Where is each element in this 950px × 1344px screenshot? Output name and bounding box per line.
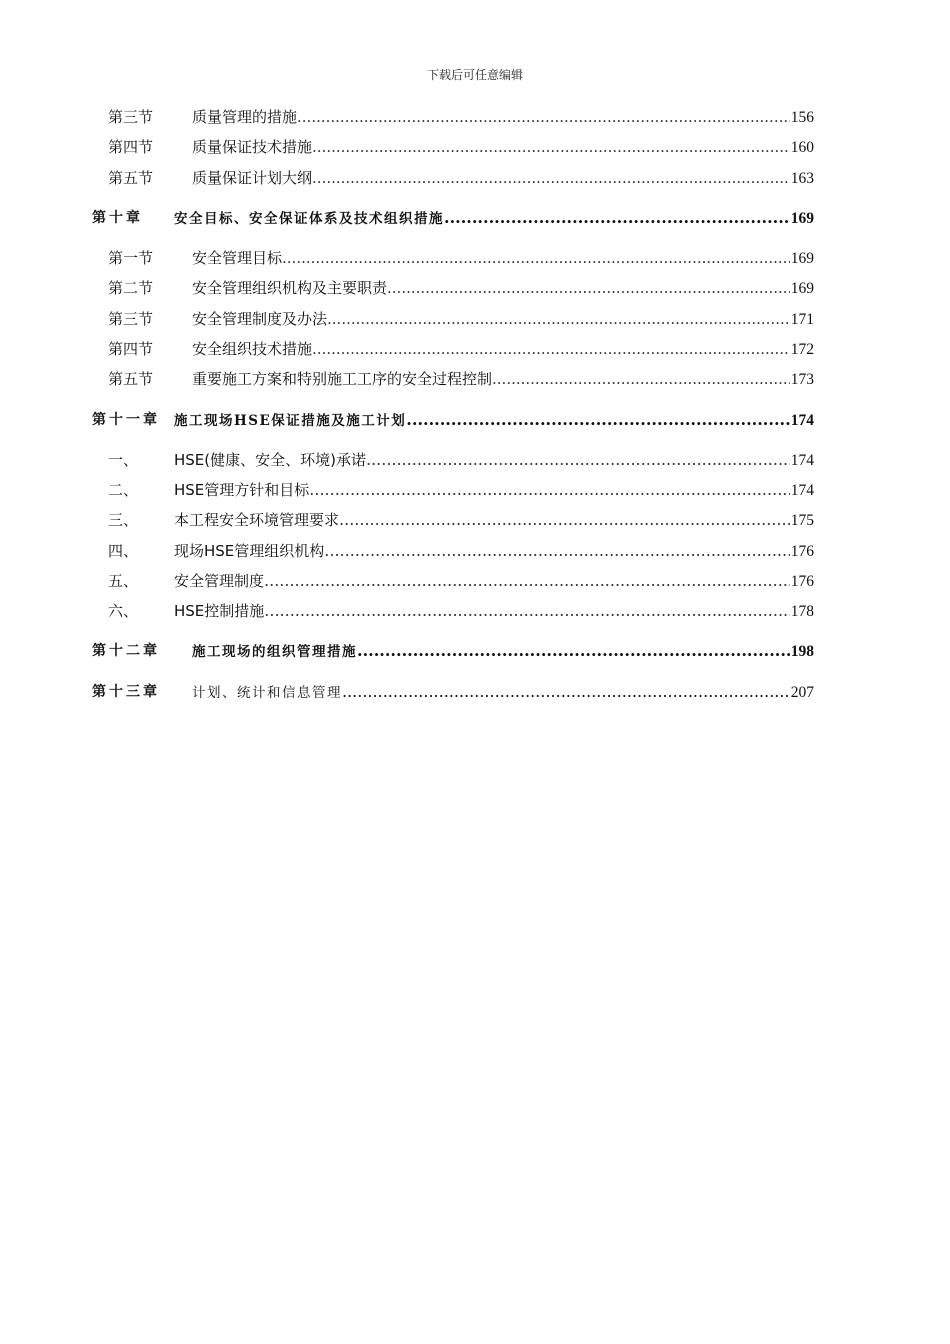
toc-entry-title: 本工程安全环境管理要求 <box>174 511 340 529</box>
dot-leader <box>406 409 789 431</box>
dot-leader <box>282 247 790 269</box>
toc-entry[interactable] <box>0 106 950 128</box>
toc-entry-line <box>174 600 814 623</box>
toc-entry-title: 安全管理制度 <box>174 572 265 590</box>
toc-entry-number: 第一节 <box>108 249 154 267</box>
toc-entry-line <box>174 479 814 502</box>
toc-entry-page-number: 173 <box>790 371 814 388</box>
toc-entry-page-number: 207 <box>790 684 814 701</box>
toc-entry[interactable] <box>0 449 950 471</box>
dot-leader <box>327 308 790 330</box>
toc-entry-title: HSE(健康、安全、环境)承诺 <box>174 451 366 469</box>
toc-entry-page-number: 156 <box>790 109 814 126</box>
toc-entry-line <box>174 509 814 532</box>
toc-entry-line <box>192 247 814 270</box>
toc-entry-number: 第五节 <box>108 370 154 388</box>
toc-entry[interactable] <box>0 570 950 592</box>
toc-entry-line <box>192 681 814 704</box>
toc-entry-number: 第十二章 <box>92 643 160 659</box>
toc-entry[interactable] <box>0 167 950 189</box>
dot-leader <box>309 479 789 501</box>
toc-entry-number: 第二节 <box>108 279 154 297</box>
dot-leader <box>492 368 790 390</box>
toc-entry-title: 质量管理的措施 <box>192 108 298 126</box>
toc-entry-page-number: 171 <box>790 311 814 328</box>
toc-entry-page-number: 198 <box>790 643 814 660</box>
dot-leader <box>339 509 790 531</box>
toc-entry-number: 二、 <box>108 481 139 499</box>
toc-entry-number: 第三节 <box>108 108 154 126</box>
toc-entry[interactable] <box>0 540 950 562</box>
toc-entry-line <box>174 449 814 472</box>
dot-leader <box>312 136 790 158</box>
toc-entry-line <box>192 338 814 361</box>
toc-entry-line <box>174 570 814 593</box>
toc-entry[interactable] <box>0 681 950 703</box>
toc-entry-title: 安全管理目标 <box>192 249 283 267</box>
toc-entry-title: 安全目标、安全保证体系及技术组织措施 <box>174 211 444 227</box>
toc-entry-number: 第十三章 <box>92 684 160 700</box>
toc-entry[interactable] <box>0 509 950 531</box>
toc-entry[interactable] <box>0 308 950 330</box>
toc-entry-number: 第十章 <box>92 210 143 226</box>
toc-entry-line <box>192 167 814 190</box>
toc-entry-page-number: 169 <box>790 250 814 267</box>
toc-entry[interactable] <box>0 368 950 390</box>
toc-entry-line <box>174 540 814 563</box>
toc-entry-title: HSE控制措施 <box>174 602 265 620</box>
toc-entry-page-number: 169 <box>790 210 814 227</box>
toc-entry-number: 第四节 <box>108 340 154 358</box>
toc-entry-number: 第十一章 <box>92 412 160 428</box>
dot-leader <box>357 640 790 662</box>
toc-entry-number: 第四节 <box>108 138 154 156</box>
toc-entry-line <box>192 277 814 300</box>
toc-entry-title: 重要施工方案和特别施工工序的安全过程控制 <box>192 370 493 388</box>
toc-entry-number: 四、 <box>108 542 139 560</box>
toc-entry-title: 安全管理组织机构及主要职责 <box>192 279 388 297</box>
toc-entry-page-number: 174 <box>790 452 814 469</box>
toc-entry-number: 六、 <box>108 602 139 620</box>
toc-entry-number: 三、 <box>108 511 139 529</box>
toc-entry-line <box>192 640 814 663</box>
dot-leader <box>324 540 789 562</box>
page-header: 下载后可任意编辑 <box>426 68 523 82</box>
toc-entry[interactable] <box>0 338 950 360</box>
toc-entry-title: 质量保证技术措施 <box>192 138 313 156</box>
toc-entry-page-number: 163 <box>790 170 814 187</box>
dot-leader <box>342 681 790 703</box>
toc-entry-page-number: 174 <box>790 482 814 499</box>
toc-entry[interactable] <box>0 600 950 622</box>
toc-entry[interactable] <box>0 409 950 431</box>
toc-entry-number: 第三节 <box>108 310 154 328</box>
dot-leader <box>312 338 790 360</box>
toc-entry-title: HSE管理方针和目标 <box>174 481 310 499</box>
toc-entry[interactable] <box>0 247 950 269</box>
toc-entry-page-number: 176 <box>790 573 814 590</box>
toc-entry-line <box>192 106 814 129</box>
dot-leader <box>264 600 789 622</box>
toc-entry[interactable] <box>0 479 950 501</box>
toc-entry-title: 质量保证计划大纲 <box>192 169 313 187</box>
dot-leader <box>297 106 790 128</box>
dot-leader <box>312 167 790 189</box>
toc-entry-line <box>192 368 814 391</box>
toc-entry-title: 计划、统计和信息管理 <box>192 685 342 701</box>
toc-entry-page-number: 178 <box>790 603 814 620</box>
dot-leader <box>366 449 790 471</box>
toc-entry-number: 第五节 <box>108 169 154 187</box>
toc-entry-title: 安全管理制度及办法 <box>192 310 328 328</box>
toc-entry-page-number: 176 <box>790 543 814 560</box>
toc-entry-number: 一、 <box>108 451 139 469</box>
dot-leader <box>387 277 790 299</box>
toc-entry[interactable] <box>0 640 950 662</box>
toc-entry-page-number: 160 <box>790 139 814 156</box>
toc-entry-page-number: 174 <box>790 412 814 429</box>
dot-leader <box>444 207 790 229</box>
dot-leader <box>264 570 790 592</box>
toc-entry-title: 安全组织技术措施 <box>192 340 313 358</box>
toc-entry-title: 施工现场HSE保证措施及施工计划 <box>174 413 407 429</box>
toc-entry-number: 五、 <box>108 572 139 590</box>
toc-entry-line <box>174 207 814 230</box>
toc-entry-page-number: 172 <box>790 341 814 358</box>
toc-entry-line <box>174 409 814 432</box>
toc-entry[interactable] <box>0 207 950 229</box>
toc-entry-page-number: 169 <box>790 280 814 297</box>
toc-entry-title: 现场HSE管理组织机构 <box>174 542 325 560</box>
toc-entry-title: 施工现场的组织管理措施 <box>192 644 357 660</box>
toc-entry[interactable] <box>0 277 950 299</box>
toc-entry-line <box>192 308 814 331</box>
toc-entry-line <box>192 136 814 159</box>
toc-entry-page-number: 175 <box>790 512 814 529</box>
toc-entry[interactable] <box>0 136 950 158</box>
